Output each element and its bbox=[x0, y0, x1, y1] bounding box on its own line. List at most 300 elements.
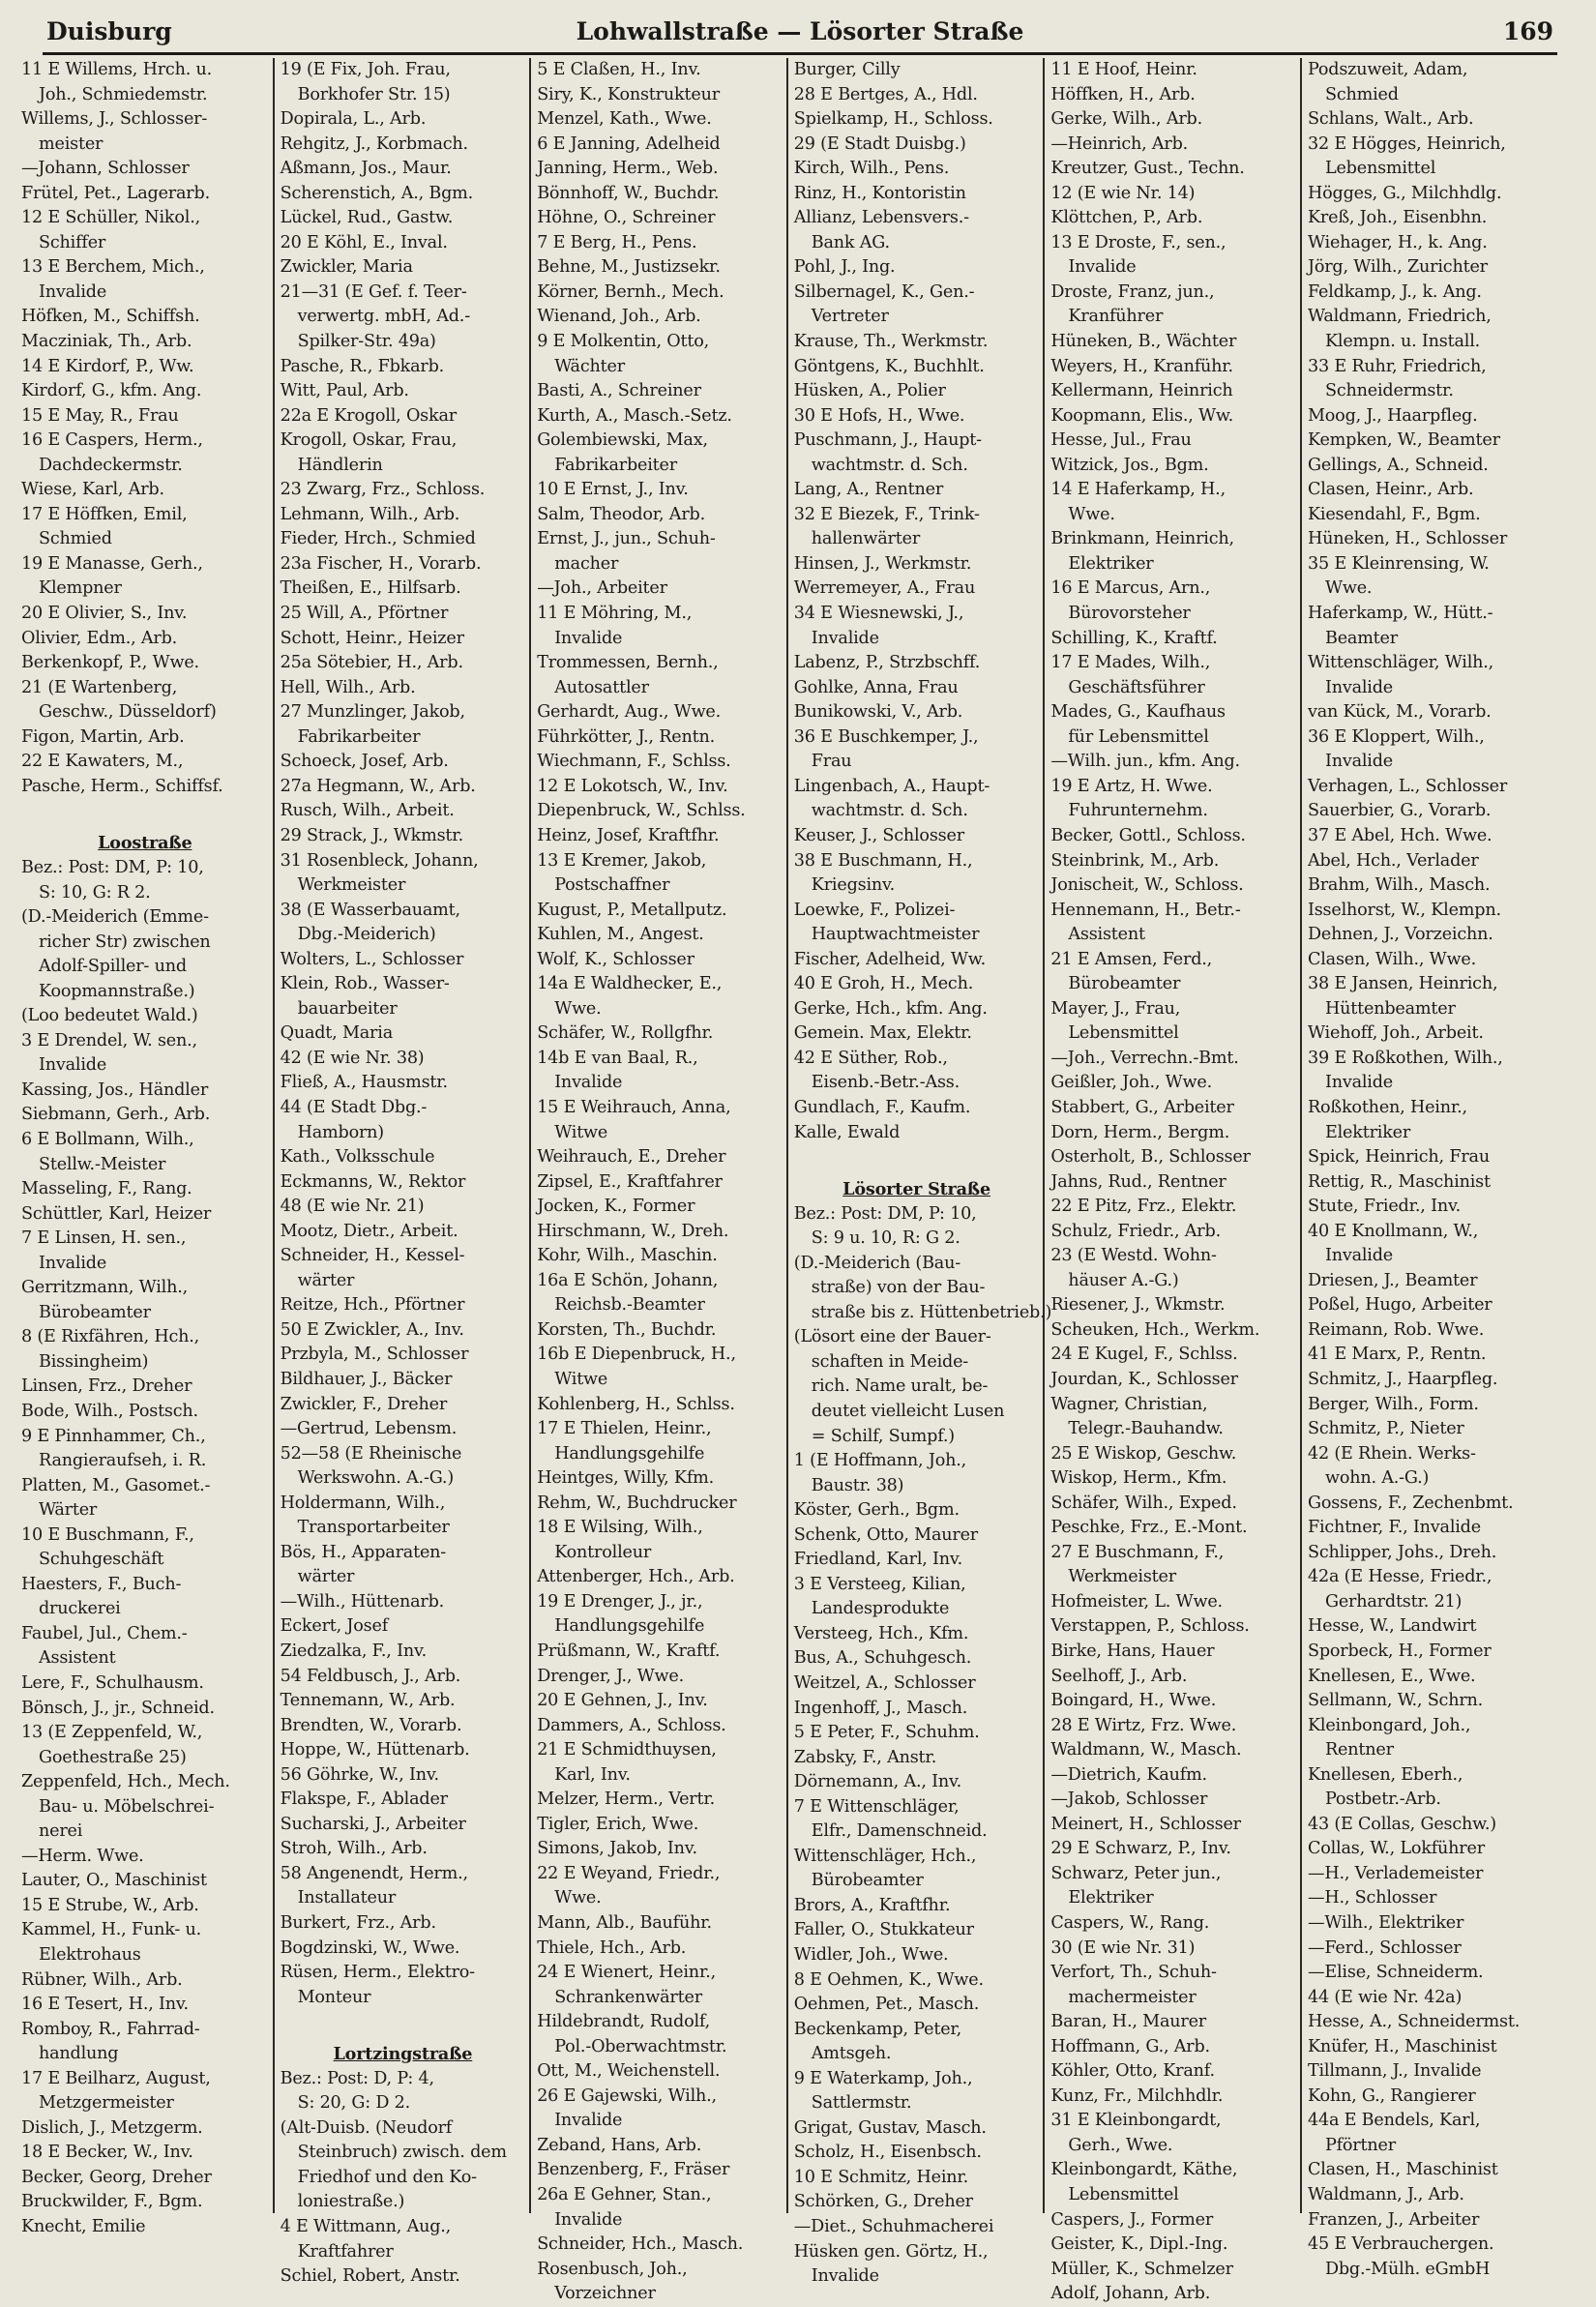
directory-entry: Friedland, Karl, Inv. bbox=[793, 1550, 962, 1570]
directory-entry: 26 E Gajewski, Wilh., bbox=[537, 2085, 717, 2106]
directory-entry: 32 E Högges, Heinrich, bbox=[1307, 133, 1506, 154]
directory-entry: Rüsen, Herm., Elektro- bbox=[280, 1963, 475, 1983]
directory-entry: Beckenkamp, Peter, bbox=[793, 2019, 962, 2039]
directory-entry: Sattlermstr. bbox=[811, 2093, 912, 2114]
directory-entry: 26a E Gehner, Stan., bbox=[537, 2185, 712, 2205]
directory-entry: Reichsb.-Beamter bbox=[554, 1295, 705, 1316]
directory-entry: Schlipper, Johs., Dreh. bbox=[1307, 1542, 1497, 1562]
directory-entry: 41 E Marx, P., Rentn. bbox=[1307, 1345, 1487, 1365]
directory-entry: Gohlke, Anna, Frau bbox=[793, 677, 959, 697]
directory-entry: Hennemann, H., Betr.- bbox=[1050, 900, 1241, 920]
directory-entry: 52—58 (E Rheinische bbox=[280, 1443, 462, 1464]
directory-entry: Kohn, G., Rangierer bbox=[1307, 2085, 1476, 2106]
directory-entry: Invalide bbox=[1324, 1073, 1394, 1093]
directory-entry: Menzel, Kath., Wwe. bbox=[537, 109, 712, 130]
directory-entry: Schneider, Hch., Masch. bbox=[537, 2234, 744, 2255]
directory-entry: Lebensmittel bbox=[1068, 1023, 1179, 1044]
directory-entry: Knüfer, H., Maschinist bbox=[1307, 2036, 1497, 2056]
directory-entry: Kranführer bbox=[1068, 307, 1164, 327]
directory-entry: S: 10, G: R 2. bbox=[39, 882, 151, 902]
column-4 bbox=[786, 58, 1052, 2287]
directory-entry: Benzenberg, F., Fräser bbox=[537, 2160, 730, 2180]
directory-entry: Schmied bbox=[1324, 84, 1399, 104]
directory-entry: 28 E Wirtz, Frz. Wwe. bbox=[1050, 1715, 1237, 1735]
directory-entry: 31 Rosenbleck, Johann, bbox=[280, 850, 479, 871]
directory-entry: 29 E Schwarz, P., Inv. bbox=[1050, 1839, 1231, 1859]
directory-entry: Fischer, Adelheid, Ww. bbox=[793, 949, 986, 969]
directory-entry: Hinsen, J., Werkmstr. bbox=[793, 553, 972, 574]
directory-entry: Kalle, Ewald bbox=[793, 1122, 901, 1142]
directory-entry: Klempn. u. Install. bbox=[1324, 332, 1481, 352]
directory-entry: Invalide bbox=[1324, 752, 1394, 772]
directory-entry: 43 (E Collas, Geschw.) bbox=[1307, 1814, 1496, 1834]
directory-entry: 13 (E Zeppenfeld, W., bbox=[21, 1723, 203, 1743]
directory-entry: Schott, Heinr., Heizer bbox=[280, 628, 464, 648]
directory-entry: Bau- u. Möbelschrei- bbox=[39, 1796, 215, 1817]
directory-entry: 54 Feldbusch, J., Arb. bbox=[280, 1666, 461, 1686]
directory-entry: Wiehager, H., k. Ang. bbox=[1307, 232, 1488, 252]
directory-entry: Brahm, Wilh., Masch. bbox=[1307, 875, 1491, 896]
directory-entry: Invalide bbox=[554, 1073, 623, 1093]
directory-entry: verwertg. mbH, Ad.- bbox=[297, 307, 470, 327]
directory-entry: Isselhorst, W., Klempn. bbox=[1307, 900, 1501, 920]
directory-entry: Scheuken, Hch., Werkm. bbox=[1050, 1319, 1260, 1340]
directory-entry: 7 E Wittenschläger, bbox=[793, 1796, 960, 1817]
directory-entry: Elfr., Damenschneid. bbox=[811, 1821, 988, 1842]
directory-entry: Zeband, Hans, Arb. bbox=[537, 2135, 702, 2155]
header-city: Duisburg bbox=[46, 17, 172, 45]
directory-entry: Höfken, M., Schiffsh. bbox=[21, 307, 200, 327]
directory-entry: Eckmanns, W., Rektor bbox=[280, 1171, 466, 1192]
directory-entry: Lauter, O., Maschinist bbox=[21, 1871, 207, 1891]
directory-entry: 15 E Strube, W., Arb. bbox=[21, 1895, 199, 1915]
directory-entry: Invalide bbox=[1324, 677, 1394, 697]
directory-entry: Brinkmann, Heinrich, bbox=[1050, 529, 1234, 549]
directory-entry: Boingard, H., Wwe. bbox=[1050, 1691, 1217, 1711]
directory-entry: Reimann, Rob. Wwe. bbox=[1307, 1319, 1485, 1340]
directory-entry: Waldmann, Friedrich, bbox=[1307, 307, 1492, 327]
directory-entry: Schenk, Otto, Maurer bbox=[793, 1524, 979, 1545]
directory-entry: Fabrikarbeiter bbox=[554, 455, 677, 475]
directory-entry: Schmied bbox=[39, 529, 112, 549]
directory-entry: Adolf, Johann, Arb. bbox=[1050, 2284, 1211, 2304]
directory-entry: 24 E Wienert, Heinr., bbox=[537, 1963, 716, 1983]
directory-entry: 22 E Weyand, Friedr., bbox=[537, 1863, 721, 1883]
directory-entry: Kohlenberg, H., Schlss. bbox=[537, 1394, 735, 1414]
directory-entry: Verstappen, P., Schloss. bbox=[1050, 1616, 1250, 1637]
directory-entry: Eisenb.-Betr.-Ass. bbox=[811, 1073, 961, 1093]
directory-entry: 7 E Berg, H., Pens. bbox=[537, 232, 697, 252]
directory-entry: Invalide bbox=[554, 2111, 623, 2131]
directory-entry: Fichtner, F., Invalide bbox=[1307, 1518, 1481, 1538]
spacer bbox=[794, 1145, 1040, 1169]
directory-entry: Werkmeister bbox=[1068, 1567, 1176, 1587]
directory-entry: Kriegsinv. bbox=[811, 875, 896, 896]
directory-entry: 42 (E wie Nr. 38) bbox=[280, 1048, 425, 1068]
directory-entry: richer Str) zwischen bbox=[39, 932, 211, 952]
directory-entry: Hesse, W., Landwirt bbox=[1307, 1616, 1477, 1637]
directory-entry: Spick, Heinrich, Frau bbox=[1307, 1147, 1490, 1168]
directory-entry: (Alt-Duisb. (Neudorf bbox=[280, 2117, 453, 2138]
directory-entry: rich. Name uralt, be- bbox=[811, 1376, 989, 1397]
directory-entry: Linsen, Frz., Dreher bbox=[21, 1376, 192, 1397]
directory-entry: 6 E Janning, Adelheid bbox=[537, 133, 721, 154]
directory-entry: Gerhardt, Aug., Wwe. bbox=[537, 702, 722, 723]
directory-entry: Dehnen, J., Vorzeichn. bbox=[1307, 925, 1493, 945]
column-5 bbox=[1043, 58, 1300, 2304]
directory-entry: 7 E Linsen, H. sen., bbox=[21, 1228, 187, 1249]
directory-entry: Caspers, W., Rang. bbox=[1050, 1913, 1210, 1934]
directory-entry: wärter bbox=[297, 1270, 355, 1290]
directory-entry: Kraftfahrer bbox=[297, 2241, 394, 2262]
directory-entry: 15 E May, R., Frau bbox=[21, 405, 179, 426]
directory-entry: 5 E Peter, F., Schuhm. bbox=[793, 1723, 980, 1743]
directory-entry: Reitze, Hch., Pförtner bbox=[280, 1295, 465, 1316]
directory-entry: Drenger, J., Wwe. bbox=[537, 1666, 684, 1686]
directory-entry: Transportarbeiter bbox=[297, 1518, 450, 1538]
directory-entry: Fuhrunternehm. bbox=[1068, 801, 1208, 821]
directory-entry: Invalide bbox=[1068, 257, 1137, 278]
directory-entry: 12 (E wie Nr. 14) bbox=[1050, 183, 1196, 203]
directory-entry: Dammers, A., Schloss. bbox=[537, 1715, 726, 1735]
directory-entry: Bürobeamter bbox=[1068, 974, 1181, 994]
directory-entry: Pasche, Herm., Schiffsf. bbox=[21, 776, 223, 796]
directory-entry: Kirdorf, G., kfm. Ang. bbox=[21, 381, 202, 401]
directory-entry: Lang, A., Rentner bbox=[793, 480, 944, 500]
directory-entry: 10 E Buschmann, F., bbox=[21, 1524, 194, 1545]
directory-entry: Frau bbox=[811, 752, 852, 772]
directory-entry: Invalide bbox=[554, 628, 623, 648]
directory-entry: Dörnemann, A., Inv. bbox=[793, 1772, 962, 1792]
directory-entry: 35 E Kleinrensing, W. bbox=[1307, 553, 1490, 574]
directory-entry: 8 (E Rixfähren, Hch., bbox=[21, 1327, 200, 1347]
directory-entry: 25a Sötebier, H., Arb. bbox=[280, 653, 463, 673]
directory-entry: 25 E Wiskop, Geschw. bbox=[1050, 1443, 1237, 1464]
directory-entry: 9 E Pinnhammer, Ch., bbox=[21, 1426, 206, 1446]
directory-entry: Kohr, Wilh., Maschin. bbox=[537, 1246, 718, 1266]
directory-entry: Klempner bbox=[39, 578, 122, 599]
directory-entry: Bus, A., Schuhgesch. bbox=[793, 1648, 972, 1669]
directory-entry: Hoppe, W., Hüttenarb. bbox=[280, 1740, 470, 1760]
directory-entry: Riesener, J., Wkmstr. bbox=[1050, 1295, 1226, 1316]
directory-entry: Wienand, Joh., Arb. bbox=[537, 307, 701, 327]
directory-entry: Berger, Wilh., Form. bbox=[1307, 1394, 1479, 1414]
directory-entry: Weihrauch, E., Dreher bbox=[537, 1147, 726, 1168]
directory-entry: Trommessen, Bernh., bbox=[537, 653, 719, 673]
directory-entry: 56 Göhrke, W., Inv. bbox=[280, 1764, 439, 1785]
directory-entry: 38 E Jansen, Heinrich, bbox=[1307, 974, 1498, 994]
directory-entry: loniestraße.) bbox=[297, 2192, 405, 2212]
directory-entry: Grigat, Gustav, Masch. bbox=[793, 2117, 987, 2138]
directory-entry: 44 (E wie Nr. 42a) bbox=[1307, 1987, 1463, 2007]
directory-entry: Przbyla, M., Schlosser bbox=[280, 1345, 469, 1365]
directory-entry: bauarbeiter bbox=[297, 998, 398, 1019]
directory-entry: Klöttchen, P., Arb. bbox=[1050, 208, 1203, 228]
directory-entry: Bürobeamter bbox=[39, 1302, 151, 1322]
directory-entry: —Wilh., Hüttenarb. bbox=[280, 1591, 445, 1612]
directory-entry: Bildhauer, J., Bäcker bbox=[280, 1369, 453, 1389]
directory-entry: Schneider, H., Kessel- bbox=[280, 1246, 465, 1266]
directory-entry: Karl, Inv. bbox=[554, 1764, 631, 1785]
directory-entry: 44a E Bendels, Karl, bbox=[1307, 2111, 1481, 2131]
directory-entry: 23 Zwarg, Frz., Schloss. bbox=[280, 480, 486, 500]
directory-entry: Verfort, Th., Schuh- bbox=[1050, 1963, 1217, 1983]
directory-entry: Amtsgeh. bbox=[811, 2044, 892, 2064]
directory-entry: Bönnhoff, W., Buchdr. bbox=[537, 183, 720, 203]
directory-entry: 33 E Ruhr, Friedrich, bbox=[1307, 356, 1487, 376]
directory-entry: Figon, Martin, Arb. bbox=[21, 726, 185, 747]
directory-entry: 45 E Verbrauchergen. bbox=[1307, 2234, 1494, 2255]
directory-entry: Holdermann, Wilh., bbox=[280, 1493, 446, 1513]
directory-entry: Pförtner bbox=[1324, 2135, 1396, 2155]
directory-entry: Gemein. Max, Elektr. bbox=[793, 1023, 972, 1044]
directory-entry: Becker, Gottl., Schloss. bbox=[1050, 825, 1246, 845]
directory-entry: Knellesen, Eberh., bbox=[1307, 1764, 1463, 1785]
directory-entry: Elektrohaus bbox=[39, 1945, 141, 1966]
directory-entry: 25 Will, A., Pförtner bbox=[280, 604, 449, 624]
directory-entry: Wolf, K., Schlosser bbox=[537, 949, 695, 969]
directory-entry: Beamter bbox=[1324, 628, 1398, 648]
directory-entry: Geschw., Düsseldorf) bbox=[39, 702, 217, 723]
directory-entry: Wiehoff, Joh., Arbeit. bbox=[1307, 1023, 1484, 1044]
directory-entry: van Kück, M., Vorarb. bbox=[1307, 702, 1492, 723]
directory-entry: Franzen, J., Arbeiter bbox=[1307, 2209, 1480, 2230]
directory-entry: 38 (E Wasserbauamt, bbox=[280, 900, 460, 920]
directory-entry: —Johann, Schlosser bbox=[21, 159, 190, 179]
directory-entry: Lebensmittel bbox=[1324, 159, 1436, 179]
directory-entry: Birke, Hans, Hauer bbox=[1050, 1642, 1215, 1661]
directory-entry: Bruckwilder, F., Bgm. bbox=[21, 2192, 203, 2212]
directory-columns bbox=[15, 58, 1557, 2304]
directory-entry: Pohl, J., Ing. bbox=[793, 257, 896, 278]
directory-entry: Hofmeister, L. Wwe. bbox=[1050, 1591, 1223, 1612]
directory-entry: Spilker-Str. 49a) bbox=[297, 332, 436, 352]
directory-entry: 32 E Biezek, F., Trink- bbox=[793, 504, 980, 524]
directory-entry: Scherenstich, A., Bgm. bbox=[280, 183, 474, 203]
directory-entry: Kreutzer, Gust., Techn. bbox=[1050, 159, 1245, 179]
directory-entry: Wiese, Karl, Arb. bbox=[21, 480, 164, 500]
directory-entry: Tillmann, J., Invalide bbox=[1307, 2061, 1482, 2082]
directory-entry: Borkhofer Str. 15) bbox=[297, 84, 451, 104]
directory-entry: Autosattler bbox=[554, 677, 649, 697]
directory-entry: Widler, Joh., Wwe. bbox=[793, 1945, 949, 1966]
directory-entry: 14a E Waldhecker, E., bbox=[537, 974, 723, 994]
directory-entry: Romboy, R., Fahrrad- bbox=[21, 2019, 200, 2039]
directory-entry: 20 E Olivier, S., Inv. bbox=[21, 604, 188, 624]
directory-entry: Rusch, Wilh., Arbeit. bbox=[280, 801, 455, 821]
directory-entry: Dachdeckermstr. bbox=[39, 455, 183, 475]
directory-entry: Baran, H., Maurer bbox=[1050, 2012, 1206, 2032]
directory-entry: 34 E Wiesnewski, J., bbox=[793, 604, 964, 624]
directory-entry: Attenberger, Hch., Arb. bbox=[537, 1567, 735, 1587]
directory-entry: 9 E Waterkamp, Joh., bbox=[793, 2068, 973, 2088]
directory-entry: Bönsch, J., jr., Schneid. bbox=[21, 1698, 215, 1718]
directory-entry: Joh., Schmiedemstr. bbox=[39, 84, 208, 104]
directory-entry: Bank AG. bbox=[811, 232, 890, 252]
directory-entry: Elektriker bbox=[1068, 553, 1154, 574]
directory-entry: Jonischeit, W., Schloss. bbox=[1050, 875, 1244, 896]
directory-entry: 22a E Krogoll, Oskar bbox=[280, 405, 457, 426]
directory-entry: Clasen, Heinr., Arb. bbox=[1307, 480, 1474, 500]
directory-entry: Hüsken, A., Polier bbox=[793, 381, 946, 401]
directory-entry: Macziniak, Th., Arb. bbox=[21, 332, 192, 352]
directory-entry: Jourdan, K., Schlosser bbox=[1050, 1369, 1238, 1389]
directory-entry: (Loo bedeutet Wald.) bbox=[21, 1006, 198, 1026]
directory-entry: Metzgermeister bbox=[39, 2093, 174, 2114]
directory-entry: macher bbox=[554, 553, 619, 574]
directory-entry: Puschmann, J., Haupt- bbox=[793, 430, 982, 451]
directory-entry: Becker, Georg, Dreher bbox=[21, 2167, 212, 2187]
directory-entry: 20 E Gehnen, J., Inv. bbox=[537, 1691, 708, 1711]
directory-entry: Invalide bbox=[811, 2266, 879, 2287]
directory-entry: Moog, J., Haarpfleg. bbox=[1307, 405, 1478, 426]
directory-entry: Schäfer, W., Rollgfhr. bbox=[537, 1023, 714, 1044]
directory-entry: Kunz, Fr., Milchhdlr. bbox=[1050, 2085, 1224, 2106]
directory-entry: Invalide bbox=[554, 2209, 623, 2230]
directory-entry: Schäfer, Wilh., Exped. bbox=[1050, 1493, 1237, 1513]
directory-entry: Collas, W., Lokführer bbox=[1307, 1839, 1485, 1859]
directory-entry: Sellmann, W., Schrn. bbox=[1307, 1691, 1484, 1711]
directory-entry: Schneidermstr. bbox=[1324, 381, 1454, 401]
directory-entry: Tigler, Erich, Wwe. bbox=[537, 1814, 699, 1834]
directory-entry: —Wilh. jun., kfm. Ang. bbox=[1050, 752, 1240, 772]
directory-entry: Gellings, A., Schneid. bbox=[1307, 455, 1489, 475]
directory-entry: Wärter bbox=[39, 1500, 98, 1521]
directory-entry: Geschäftsführer bbox=[1068, 677, 1205, 697]
directory-entry: 17 E Mades, Wilh., bbox=[1050, 653, 1211, 673]
directory-entry: Jahns, Rud., Rentner bbox=[1050, 1171, 1227, 1192]
directory-entry: Zwickler, Maria bbox=[280, 257, 413, 278]
directory-entry: Kammel, H., Funk- u. bbox=[21, 1920, 202, 1940]
directory-entry: 39 E Roßkothen, Wilh., bbox=[1307, 1048, 1503, 1068]
directory-entry: Siry, K., Konstrukteur bbox=[537, 84, 720, 104]
directory-entry: Caspers, J., Former bbox=[1050, 2209, 1214, 2230]
directory-entry: 21 (E Wartenberg, bbox=[21, 677, 178, 697]
directory-entry: Kugust, P., Metallputz. bbox=[537, 900, 727, 920]
directory-entry: Wiechmann, F., Schlss. bbox=[537, 752, 731, 772]
directory-entry: 11 E Willems, Hrch. u. bbox=[21, 60, 213, 79]
directory-entry: Rehm, W., Buchdrucker bbox=[537, 1493, 737, 1513]
directory-entry: Silbernagel, K., Gen.- bbox=[793, 281, 975, 302]
directory-entry: = Schilf, Sumpf.) bbox=[811, 1426, 955, 1446]
directory-entry: Brors, A., Kraftfhr. bbox=[793, 1895, 951, 1915]
directory-entry: Mann, Alb., Bauführ. bbox=[537, 1913, 712, 1934]
directory-entry: Brendten, W., Vorarb. bbox=[280, 1715, 462, 1735]
directory-entry: Faller, O., Stukkateur bbox=[793, 1920, 974, 1940]
directory-entry: Stroh, Wilh., Arb. bbox=[280, 1839, 428, 1859]
directory-entry: Schiel, Robert, Anstr. bbox=[280, 2266, 460, 2287]
directory-entry: Spielkamp, H., Schloss. bbox=[793, 109, 993, 130]
directory-entry: Berkenkopf, P., Wwe. bbox=[21, 653, 199, 673]
directory-entry: Kontrolleur bbox=[554, 1542, 652, 1562]
directory-entry: Vertreter bbox=[811, 307, 889, 327]
directory-entry: 6 E Bollmann, Wilh., bbox=[21, 1129, 194, 1149]
directory-entry: Rentner bbox=[1324, 1740, 1394, 1760]
directory-entry: Masseling, F., Rang. bbox=[21, 1179, 192, 1199]
directory-entry: Peschke, Frz., E.-Mont. bbox=[1050, 1518, 1248, 1538]
directory-entry: 50 E Zwickler, A., Inv. bbox=[280, 1319, 464, 1340]
directory-entry: Lingenbach, A., Haupt- bbox=[793, 776, 990, 796]
directory-entry: Diepenbruck, W., Schlss. bbox=[537, 801, 746, 821]
directory-entry: wachtmstr. d. Sch. bbox=[811, 455, 968, 475]
directory-entry: Kreß, Joh., Eisenbhn. bbox=[1307, 208, 1488, 228]
directory-entry: —Ferd., Schlosser bbox=[1307, 1937, 1462, 1958]
directory-entry: deutet vielleicht Lusen bbox=[811, 1401, 1005, 1421]
directory-entry: Hell, Wilh., Arb. bbox=[280, 677, 416, 697]
directory-entry: Bode, Wilh., Postsch. bbox=[21, 1401, 198, 1421]
directory-entry: 11 E Hoof, Heinr. bbox=[1050, 60, 1197, 79]
directory-entry: Bissingheim) bbox=[39, 1351, 149, 1372]
directory-entry: Rosenbusch, Joh., bbox=[537, 2259, 688, 2279]
directory-entry: 10 E Ernst, J., Inv. bbox=[537, 480, 689, 500]
directory-entry: Thiele, Hch., Arb. bbox=[537, 1937, 687, 1958]
directory-entry: Friedhof und den Ko- bbox=[297, 2167, 477, 2187]
directory-entry: Gerhardtstr. 21) bbox=[1324, 1591, 1463, 1612]
directory-entry: Körner, Bernh., Mech. bbox=[537, 281, 724, 302]
directory-entry: Elektriker bbox=[1068, 1888, 1154, 1908]
directory-entry: Göntgens, K., Buchhlt. bbox=[793, 356, 985, 376]
directory-entry: Högges, G., Milchhdlg. bbox=[1307, 183, 1502, 203]
directory-entry: 29 (E Stadt Duisbg.) bbox=[793, 133, 966, 154]
directory-entry: Bez.: Post: DM, P: 10, bbox=[21, 857, 204, 877]
directory-entry: S: 9 u. 10, R: G 2. bbox=[811, 1228, 961, 1249]
directory-entry: Gossens, F., Zechenbmt. bbox=[1307, 1493, 1514, 1513]
directory-entry: Jörg, Wilh., Zurichter bbox=[1307, 257, 1488, 278]
directory-entry: Allianz, Lebensvers.- bbox=[793, 208, 969, 228]
directory-entry: Hildebrandt, Rudolf, bbox=[537, 2012, 711, 2032]
directory-entry: Dislich, J., Metzgerm. bbox=[21, 2117, 203, 2138]
street-heading: Loostraße bbox=[98, 833, 192, 854]
directory-entry: Köhler, Otto, Kranf. bbox=[1050, 2061, 1215, 2082]
directory-entry: Bunikowski, V., Arb. bbox=[793, 702, 963, 723]
directory-entry: 19 (E Fix, Joh. Frau, bbox=[280, 60, 451, 79]
directory-entry: Kassing, Jos., Händler bbox=[21, 1080, 209, 1100]
directory-entry: Scholz, H., Eisenbsch. bbox=[793, 2143, 982, 2163]
directory-entry: Stute, Friedr., Inv. bbox=[1307, 1197, 1461, 1217]
directory-entry: Witzick, Jos., Bgm. bbox=[1050, 455, 1209, 475]
directory-entry: Frütel, Pet., Lagerarb. bbox=[21, 183, 210, 203]
directory-entry: Mootz, Dietr., Arbeit. bbox=[280, 1221, 458, 1241]
column-6 bbox=[1300, 58, 1557, 2279]
directory-entry: 16b E Diepenbruck, H., bbox=[537, 1345, 736, 1365]
directory-entry: nerei bbox=[39, 1821, 83, 1842]
directory-entry: Bös, H., Apparaten- bbox=[280, 1542, 447, 1562]
directory-entry: Meinert, H., Schlosser bbox=[1050, 1814, 1241, 1834]
directory-entry: 13 E Droste, F., sen., bbox=[1050, 232, 1227, 252]
directory-entry: Poßel, Hugo, Arbeiter bbox=[1307, 1295, 1493, 1316]
directory-entry: 18 E Wilsing, Wilh., bbox=[537, 1518, 703, 1538]
directory-entry: Installateur bbox=[297, 1888, 397, 1908]
directory-entry: —Wilh., Elektriker bbox=[1307, 1913, 1464, 1934]
directory-entry: Lebensmittel bbox=[1068, 2185, 1179, 2205]
directory-entry: Salm, Theodor, Arb. bbox=[537, 504, 705, 524]
directory-entry: Invalide bbox=[39, 1253, 107, 1273]
directory-entry: Kiesendahl, F., Bgm. bbox=[1307, 504, 1481, 524]
directory-entry: —Gertrud, Lebensm. bbox=[280, 1419, 458, 1439]
directory-entry: Mayer, J., Frau, bbox=[1050, 998, 1181, 1019]
directory-entry: Jocken, K., Former bbox=[537, 1197, 695, 1217]
directory-entry: Wwe. bbox=[1068, 504, 1115, 524]
street-heading: Lösorter Straße bbox=[842, 1179, 990, 1200]
directory-entry: Rübner, Wilh., Arb. bbox=[21, 1969, 183, 1990]
directory-entry: Gerke, Wilh., Arb. bbox=[1050, 109, 1203, 130]
directory-entry: Hirschmann, W., Dreh. bbox=[537, 1221, 729, 1241]
directory-entry: Bürobeamter bbox=[811, 1871, 924, 1891]
directory-entry: Bürovorsteher bbox=[1068, 604, 1191, 624]
directory-entry: Wittenschläger, Hch., bbox=[793, 1846, 977, 1866]
directory-entry: Faubel, Jul., Chem.- bbox=[21, 1623, 188, 1643]
directory-entry: Pol.-Oberwachtmstr. bbox=[554, 2036, 727, 2056]
